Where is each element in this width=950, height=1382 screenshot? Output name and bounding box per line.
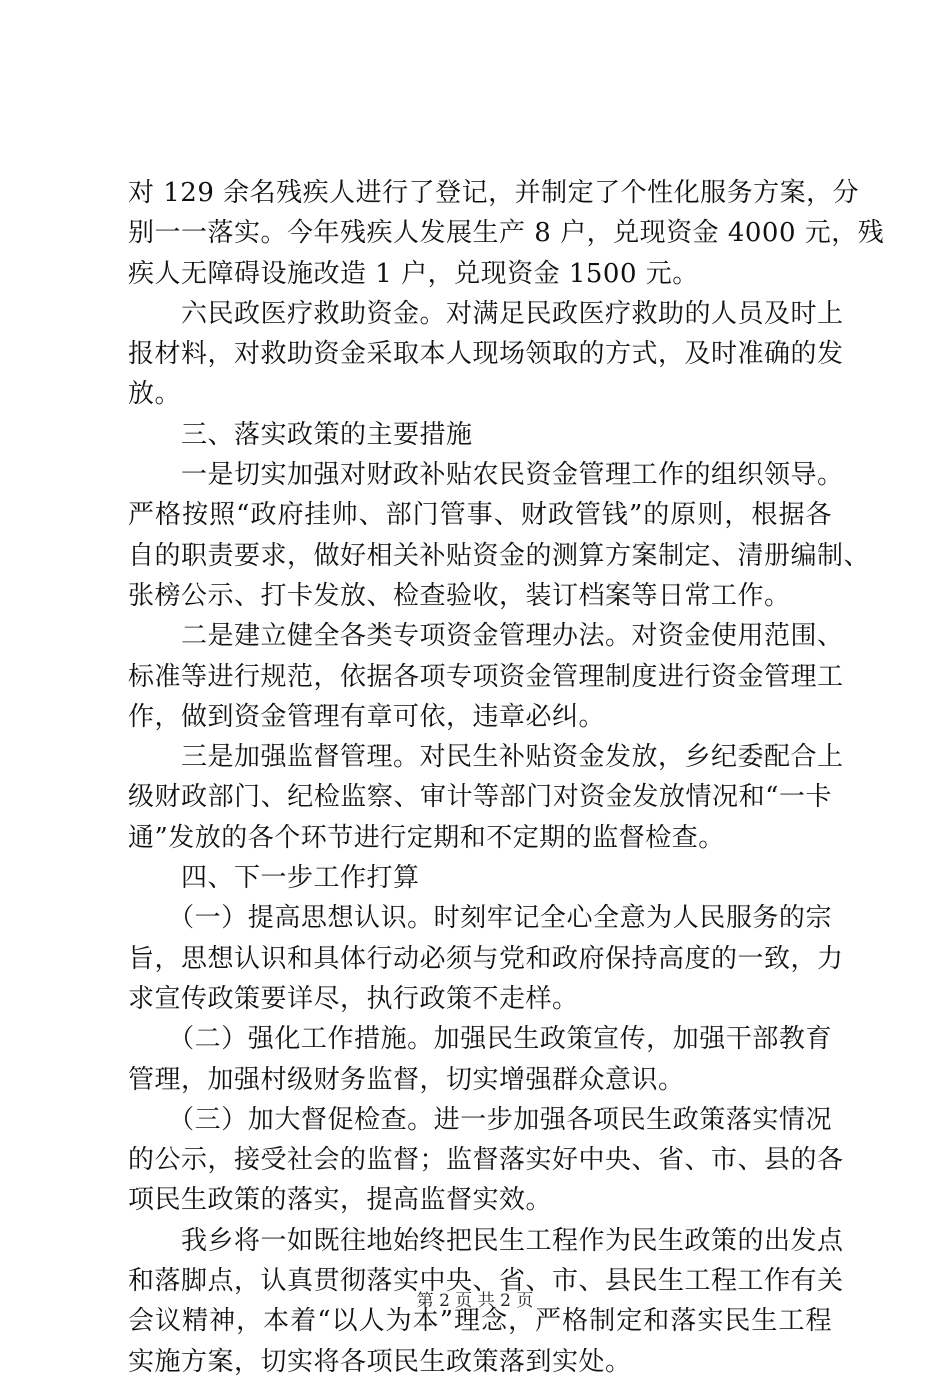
text-line: 标准等进行规范，依据各项专项资金管理制度进行资金管理工 bbox=[128, 661, 844, 692]
text-line: 实施方案，切实将各项民生政策落到实处。 bbox=[128, 1346, 632, 1377]
text-line: 六民政医疗救助资金。对满足民政医疗救助的人员及时上 bbox=[128, 298, 844, 329]
text-line: 求宣传政策要详尽，执行政策不走样。 bbox=[128, 983, 579, 1014]
text-line: 级财政部门、纪检监察、审计等部门对资金发放情况和“一卡 bbox=[128, 782, 832, 813]
text-line: 三、落实政策的主要措施 bbox=[128, 419, 473, 450]
text-line: 对 129 余名残疾人进行了登记，并制定了个性化服务方案，分 bbox=[128, 178, 860, 208]
text-line: 严格按照“政府挂帅、部门管事、财政管钱”的原则，根据各 bbox=[128, 500, 832, 531]
text-line: 报材料，对救助资金采取本人现场领取的方式，及时准确的发 bbox=[128, 339, 844, 370]
text-line: 和落脚点，认真贯彻落实中央、省、市、县民生工程工作有关 bbox=[128, 1266, 844, 1297]
page-number-footer: 第 2 页 共 2 页 bbox=[416, 1291, 534, 1311]
text-line: 一是切实加强对财政补贴农民资金管理工作的组织领导。 bbox=[128, 460, 844, 491]
document-body bbox=[128, 173, 885, 1382]
text-line: 会议精神，本着“以人为本”理念，严格制定和落实民生工程 bbox=[128, 1306, 832, 1337]
text-line: 三是加强监督管理。对民生补贴资金发放，乡纪委配合上 bbox=[128, 742, 844, 773]
text-line: 疾人无障碍设施改造 1 户，兑现资金 1500 元。 bbox=[128, 258, 699, 289]
text-line: 项民生政策的落实，提高监督实效。 bbox=[128, 1185, 553, 1216]
text-line: 管理，加强村级财务监督，切实增强群众意识。 bbox=[128, 1064, 685, 1095]
text-line: 自的职责要求，做好相关补贴资金的测算方案制定、清册编制、 bbox=[128, 540, 871, 571]
text-line: （三）加大督促检查。进一步加强各项民生政策落实情况 bbox=[128, 1104, 832, 1135]
text-line: 的公示，接受社会的监督；监督落实好中央、省、市、县的各 bbox=[128, 1145, 844, 1176]
text-line: 放。 bbox=[128, 379, 182, 410]
text-line: 四、下一步工作打算 bbox=[128, 863, 420, 894]
text-line: （一）提高思想认识。时刻牢记全心全意为人民服务的宗 bbox=[128, 903, 832, 934]
text-line: 通”发放的各个环节进行定期和不定期的监督检查。 bbox=[128, 822, 725, 853]
text-line: 二是建立健全各类专项资金管理办法。对资金使用范围、 bbox=[128, 621, 844, 652]
text-line: 张榜公示、打卡发放、检查验收，装订档案等日常工作。 bbox=[128, 580, 791, 611]
text-line: 旨，思想认识和具体行动必须与党和政府保持高度的一致，力 bbox=[128, 943, 844, 974]
text-line: （二）强化工作措施。加强民生政策宣传，加强干部教育 bbox=[128, 1024, 832, 1055]
text-line: 作，做到资金管理有章可依，违章必纠。 bbox=[128, 701, 606, 732]
text-line: 我乡将一如既往地始终把民生工程作为民生政策的出发点 bbox=[128, 1225, 844, 1256]
text-line: 别一一落实。今年残疾人发展生产 8 户，兑现资金 4000 元，残 bbox=[128, 218, 885, 249]
